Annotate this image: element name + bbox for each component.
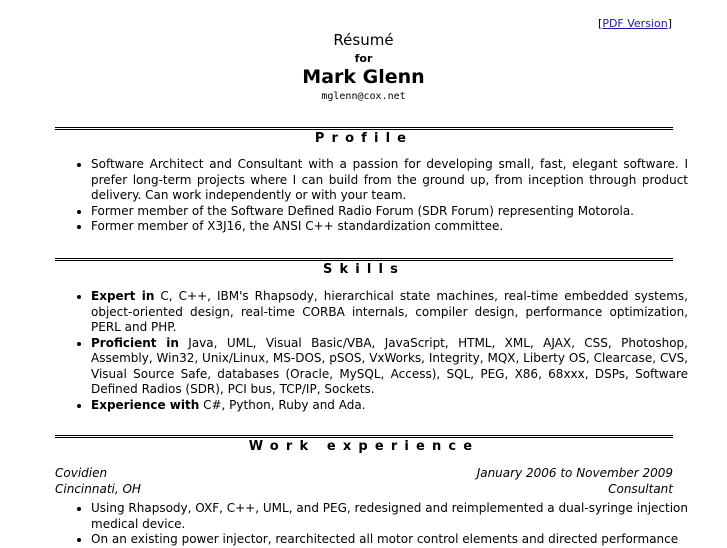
skill-text: C#, Python, Ruby and Ada. (199, 397, 366, 412)
job-role: Consultant (608, 482, 673, 496)
section-divider (55, 435, 673, 438)
skill-item (91, 398, 688, 414)
profile-heading: Profile (314, 131, 414, 146)
job-dates: January 2006 to November 2009 (476, 466, 673, 480)
job-header-row (55, 466, 673, 480)
skill-text: Java, UML, Visual Basic/VBA, JavaScript, HTML, XML, AJAX, CSS, Photoshop, Assembly, Win32, Unix/Linux, MS-DOS, pSOS, VxWorks, Integrity, MQX, Liberty OS, Clearcase, CVS, Visual Source Safe, databases (Oracle, MySQL, Access), SQL, PEG, X86, 68xxx, DSPs, Software Defined Radios (SDR), PCI bus, TCP/IP, Sockets. (91, 335, 688, 396)
section-divider (55, 258, 673, 261)
resume-title: Résumé (333, 31, 394, 49)
job-duties-list (75, 501, 688, 548)
section-divider (55, 127, 673, 130)
job-location: Cincinnati, OH (55, 482, 141, 496)
person-name: Mark Glenn (302, 66, 425, 88)
skill-lead: Experience with (91, 397, 200, 412)
profile-item: • Former member of the Software Defined Radio Forum (SDR Forum) representing Motorola. (91, 204, 688, 220)
profile-item: • Former member of X3J16, the ANSI C++ standardization committee. (91, 219, 688, 235)
skills-list (75, 289, 688, 413)
skill-item (91, 336, 688, 398)
skills-heading: Skills (322, 262, 405, 277)
pdf-version-link[interactable]: PDF Version (602, 17, 668, 30)
profile-item: • Software Architect and Consultant with a passion for developing small, fast, elegant software. I prefer long-term projects where I can build from the ground up, from inception through product delivery. Can work independently or with your team. (91, 157, 688, 204)
pdf-version-link-wrapper: [PDF Version] (598, 17, 672, 30)
job-subheader-row (55, 482, 673, 496)
skill-lead: Expert in (91, 289, 155, 303)
skill-item (91, 289, 688, 336)
job-duty-item: • On an existing power injector, rearchitected all motor control elements and directed performance (91, 532, 688, 548)
job-company: Covidien (55, 466, 108, 480)
email-address: mglenn@cox.net (321, 91, 406, 102)
skill-lead: Proficient in (91, 335, 179, 350)
job-duty-item: • Using Rhapsody, OXF, C++, UML, and PEG, redesigned and reimplemented a dual-syringe injection medical device. (91, 501, 688, 532)
skill-text: C, C++, IBM's Rhapsody, hierarchical state machines, real-time embedded systems, object-oriented design, real-time CORBA internals, compiler design, performance optimization, PERL and PHP. (91, 289, 688, 334)
work-heading: Work experience (248, 439, 480, 454)
for-label: for (354, 52, 373, 65)
profile-list (75, 157, 688, 235)
